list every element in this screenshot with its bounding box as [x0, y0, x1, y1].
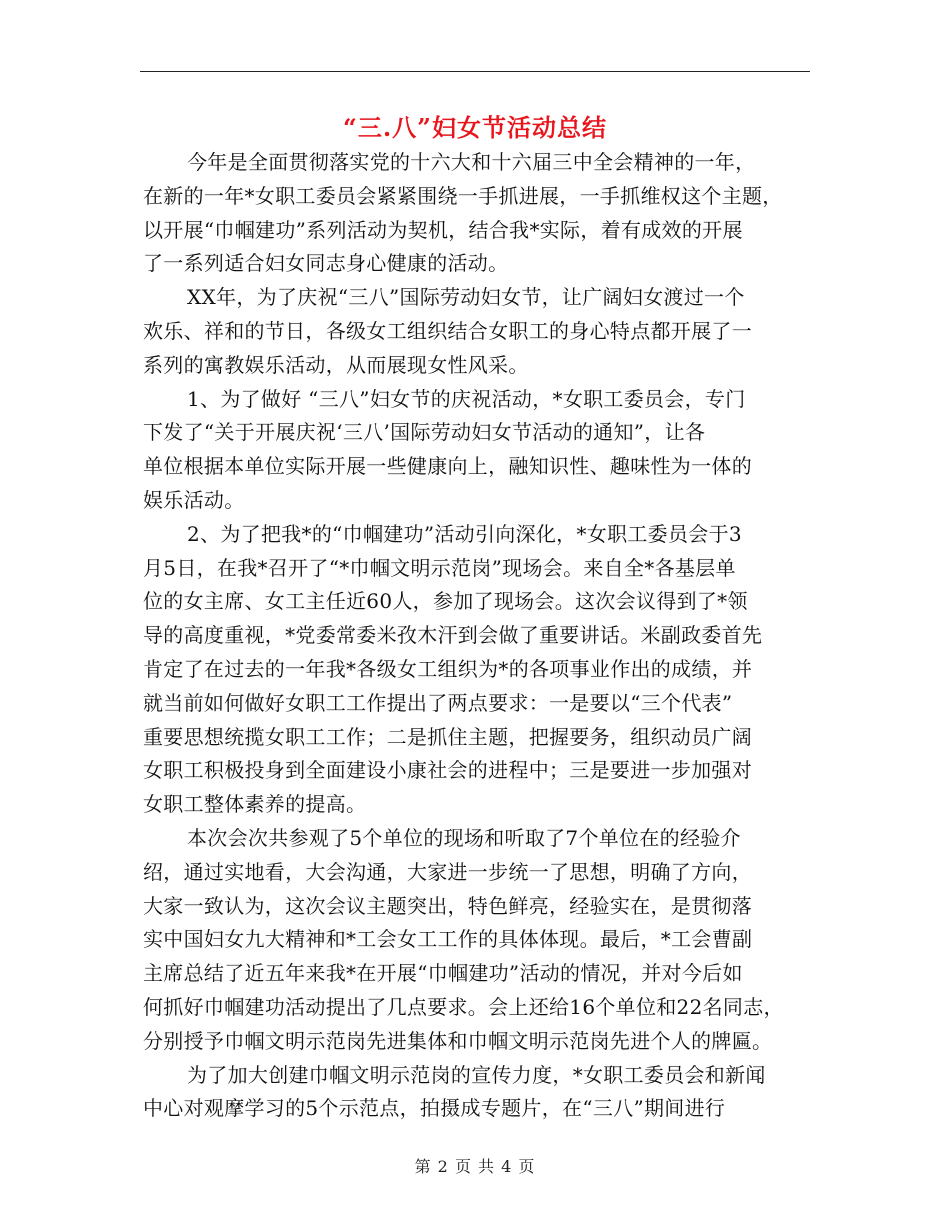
text-line: 何抓好巾帼建功活动提出了几点要求。会上还给16个单位和22名同志，: [143, 994, 784, 1019]
text-line: 肯定了在过去的一年我*各级女工组织为*的各项事业作出的成绩，并: [143, 656, 753, 681]
text-line: 绍，通过实地看，大会沟通，大家进一步统一了思想，明确了方向，: [143, 859, 752, 884]
text-line: 了一系列适合妇女同志身心健康的活动。: [143, 251, 509, 276]
document-body: [143, 146, 823, 1126]
document-title: “三.八”妇女节活动总结: [343, 113, 607, 142]
header-rule: [140, 71, 810, 72]
text-line: 主席总结了近五年来我*在开展“巾帼建功”活动的情况，并对今后如: [143, 961, 743, 986]
text-line: 在新的一年*女职工委员会紧紧围绕一手抓进展，一手抓维权这个主题，: [143, 183, 783, 208]
text-line: 下发了“关于开展庆祝‘三八’国际劳动妇女节活动的通知”，让各: [143, 420, 706, 445]
text-line: 娱乐活动。: [143, 487, 245, 512]
text-line: 分别授予巾帼文明示范岗先进集体和巾帼文明示范岗先进个人的牌匾。: [143, 1028, 773, 1053]
text-line: 本次会次共参观了5个单位的现场和听取了7个单位在的经验介: [187, 825, 741, 850]
text-line: 1、为了做好 “三八”妇女节的庆祝活动，*女职工委员会，专门: [187, 386, 746, 411]
text-line: 就当前如何做好女职工工作提出了两点要求：一是要以“三个代表”: [143, 690, 733, 715]
text-line: 系列的寓教娱乐活动，从而展现女性风采。: [143, 352, 529, 377]
text-line: 2、为了把我*的“巾帼建功”活动引向深化，*女职工委员会于3: [187, 521, 742, 546]
text-line: 大家一致认为，这次会议主题突出，特色鲜亮，经验实在，是贯彻落: [143, 893, 752, 918]
text-line: 实中国妇女九大精神和*工会女工工作的具体体现。最后，*工会曹副: [143, 927, 753, 952]
text-line: 导的高度重视，*党委常委米孜木汗到会做了重要讲话。米副政委首先: [143, 623, 763, 648]
text-line: 单位根据本单位实际开展一些健康向上，融知识性、趣味性为一体的: [143, 454, 752, 479]
text-line: 女职工整体素养的提高。: [143, 792, 367, 817]
text-line: 月5日，在我*召开了“*巾帼文明示范岗”现场会。来自全*各基层单: [143, 555, 736, 580]
text-line: 位的女主席、女工主任近60人，参加了现场会。这次会议得到了*领: [143, 589, 748, 614]
text-line: 欢乐、祥和的节日，各级女工组织结合女职工的身心特点都开展了一: [143, 318, 752, 343]
page-number: 第 2 页 共 4 页: [414, 1157, 536, 1176]
text-line: 为了加大创建巾帼文明示范岗的宣传力度，*女职工委员会和新闻: [187, 1062, 766, 1087]
text-line: XX年，为了庆祝“三八”国际劳动妇女节，让广阔妇女渡过一个: [187, 285, 745, 310]
text-line: 女职工积极投身到全面建设小康社会的进程中；三是要进一步加强对: [143, 758, 752, 783]
text-line: 今年是全面贯彻落实党的十六大和十六届三中全会精神的一年，: [187, 150, 756, 174]
text-line: 重要思想统揽女职工工作；二是抓住主题，把握要务，组织动员广阔: [143, 724, 752, 749]
text-line: 以开展“巾帼建功”系列活动为契机，结合我*实际，着有成效的开展: [143, 217, 743, 242]
text-line: 中心对观摩学习的5个示范点，拍摄成专题片，在“三八”期间进行: [143, 1096, 726, 1121]
